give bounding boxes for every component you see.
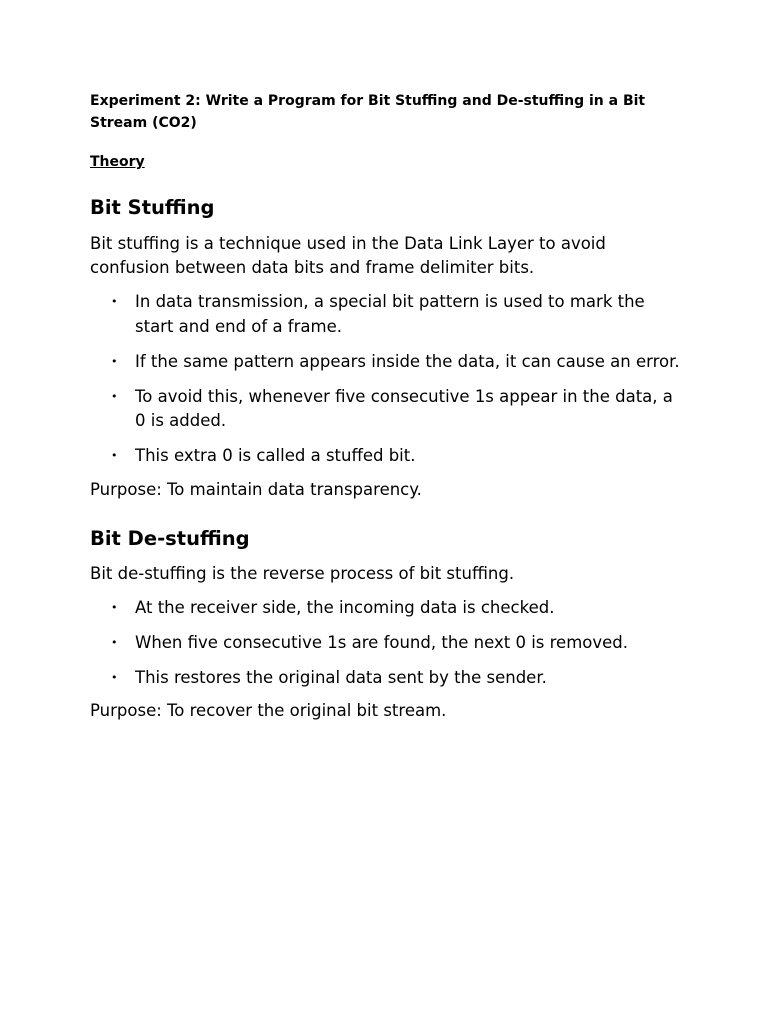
section-intro-bit-stuffing: Bit stuffing is a technique used in the Data Link Layer to avoid confusion between data bits and frame delimiter bits. [90,234,606,277]
bullet-icon: • [111,670,118,684]
list-item [90,350,680,375]
bullet-icon: • [111,635,118,649]
list-item [90,290,680,339]
bullet-icon: • [111,449,118,462]
list-item [90,444,680,469]
section-intro-bit-destuffing: Bit de-stuffing is the reverse process of bit stuffing. [90,563,515,583]
list-item-text: To avoid this, whenever five consecutive 1s appear in the data, a 0 is added. [135,386,673,430]
list-item [90,596,680,621]
bullet-icon: • [111,354,118,368]
list-item-text: If the same pattern appears inside the data, it can cause an error. [135,351,680,371]
document-title: Experiment 2: Write a Program for Bit Stuffing and De-stuffing in a Bit Stream (CO2) [90,93,646,131]
theory-heading: Theory [90,154,145,170]
list-item-text: This restores the original data sent by the sender. [135,667,547,687]
bullet-icon: • [111,600,118,614]
list-item-text: At the receiver side, the incoming data is checked. [135,597,555,617]
list-item [90,631,680,656]
list-item [90,666,680,691]
purpose-text-bit-stuffing: Purpose: To maintain data transparency. [90,479,422,499]
section-heading-bit-destuffing: Bit De-stuffing [90,526,250,550]
bullet-list-bit-stuffing [90,290,680,469]
bullet-icon: • [111,295,118,308]
list-item [90,385,680,434]
bullet-icon: • [111,389,118,403]
section-bit-destuffing [90,526,680,724]
list-item-text: This extra 0 is called a stuffed bit. [135,446,416,465]
section-bit-stuffing [90,195,680,502]
list-item-text: In data transmission, a special bit pattern is used to mark the start and end of a frame. [135,292,645,336]
list-item-text: When five consecutive 1s are found, the next 0 is removed. [135,632,629,652]
purpose-text-bit-destuffing: Purpose: To recover the original bit stream. [90,701,447,720]
bullet-list-bit-destuffing [90,596,680,691]
document-page [90,90,680,723]
section-heading-bit-stuffing: Bit Stuffing [90,196,215,219]
